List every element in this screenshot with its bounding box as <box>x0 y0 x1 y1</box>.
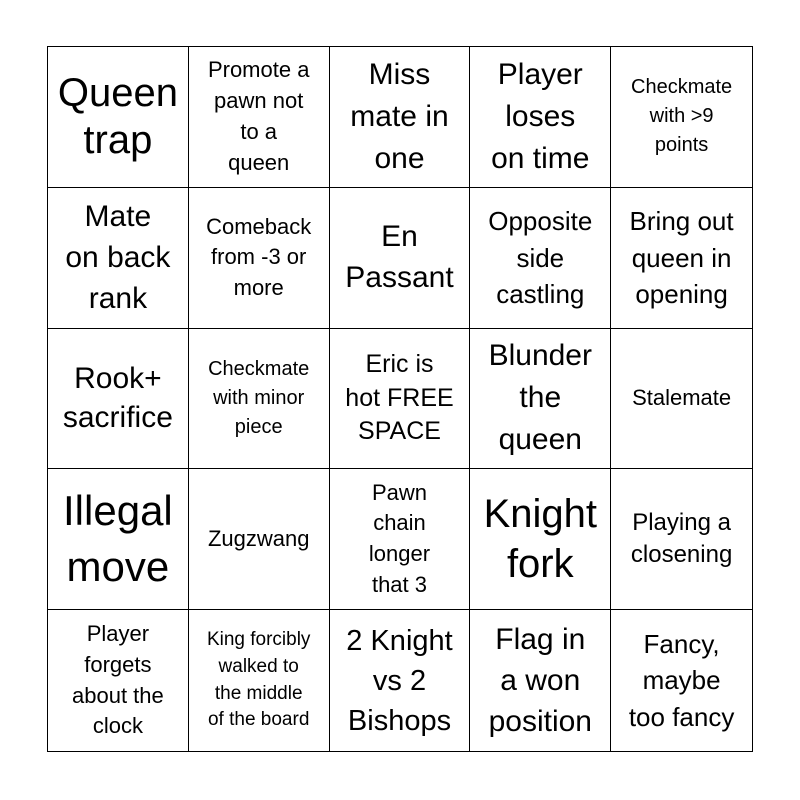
bingo-cell-loses-on-time[interactable]: Player loses on time <box>470 47 611 188</box>
bingo-cell-closening[interactable]: Playing a closening <box>611 469 752 610</box>
bingo-cell-promote-pawn[interactable]: Promote a pawn not to a queen <box>189 47 330 188</box>
bingo-cell-opposite-castling[interactable]: Opposite side castling <box>470 188 611 329</box>
bingo-cell-miss-mate[interactable]: Miss mate in one <box>330 47 471 188</box>
bingo-cell-queen-trap[interactable]: Queen trap <box>48 47 189 188</box>
bingo-cell-fancy[interactable]: Fancy, maybe too fancy <box>628 629 735 732</box>
bingo-cell-knight-fork[interactable]: Knight fork <box>470 469 611 610</box>
bingo-cell-early-queen[interactable]: Bring out queen in opening <box>611 188 752 329</box>
bingo-cell-king-walk[interactable]: King forcibly walked to the middle of the board <box>189 610 330 751</box>
bingo-board <box>47 46 753 752</box>
bingo-cell-zugzwang[interactable]: Zugzwang <box>189 469 330 610</box>
bingo-cell-flag-won-position[interactable]: Flag in a won position <box>470 610 611 751</box>
bingo-cell-free-space[interactable]: Eric is hot FREE SPACE <box>330 329 471 470</box>
bingo-cell-pawn-chain[interactable]: Pawn chain longer that 3 <box>330 469 471 610</box>
bingo-cell-en-passant[interactable]: En Passant <box>330 188 471 329</box>
bingo-cell-back-rank-mate[interactable]: Mate on back rank <box>48 188 189 329</box>
bingo-cell-illegal-move[interactable]: Illegal move <box>48 469 189 610</box>
bingo-cell-knights-vs-bishops[interactable]: 2 Knight vs 2 Bishops <box>330 610 471 751</box>
bingo-cell-stalemate[interactable]: Stalemate <box>611 329 752 470</box>
bingo-cell-rook-sacrifice[interactable]: Rook+ sacrifice <box>48 329 189 470</box>
bingo-cell-checkmate-9-points[interactable]: Checkmate with >9 points <box>611 47 752 188</box>
bingo-cell-minor-piece-mate[interactable]: Checkmate with minor piece <box>189 329 330 470</box>
bingo-cell-comeback[interactable]: Comeback from -3 or more <box>189 188 330 329</box>
bingo-cell-blunder-queen[interactable]: Blunder the queen <box>470 329 611 470</box>
bingo-cell-forgets-clock[interactable]: Player forgets about the clock <box>48 610 189 751</box>
